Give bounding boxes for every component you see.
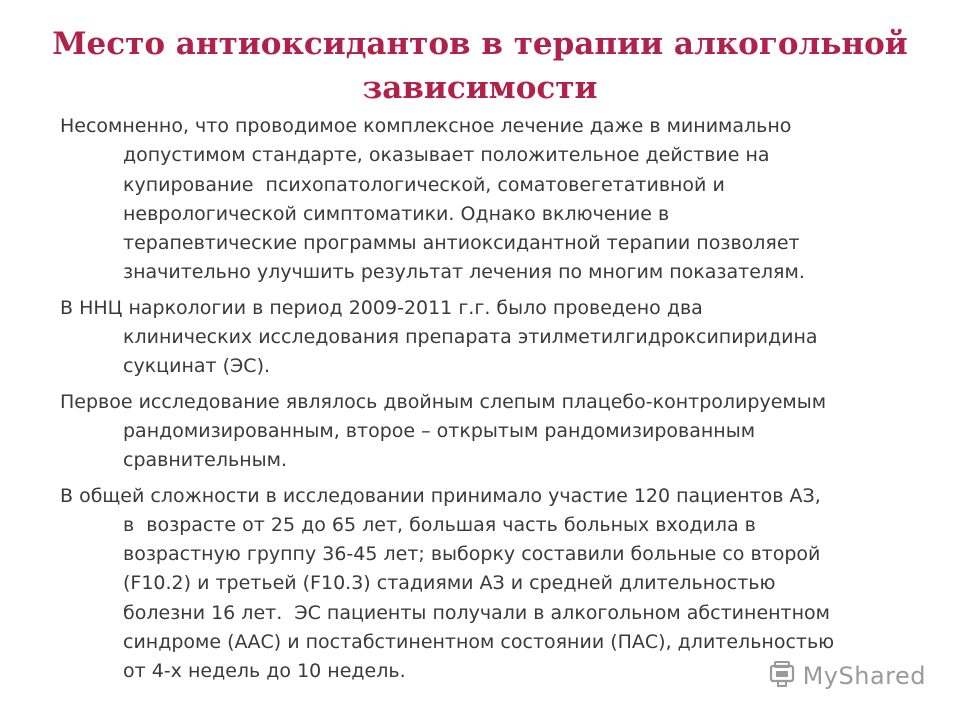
paragraph-line: рандомизированным, второе – открытым рандомизированным xyxy=(123,419,756,442)
paragraph-1 xyxy=(60,112,920,288)
paragraph-line: клинических исследования препарата этилметилгидроксипиридина xyxy=(123,326,818,349)
slide-title-line-1: Место антиоксидантов в терапии алкогольной xyxy=(52,26,908,62)
paragraph-line: сукцинат (ЭС). xyxy=(123,355,271,378)
slide-title xyxy=(40,22,920,110)
paragraph-line: (F10.2) и третьей (F10.3) стадиями АЗ и средней длительностью xyxy=(123,572,776,595)
paragraph-line: купирование психопатологической, соматовегетативной и xyxy=(123,173,725,196)
myshared-watermark[interactable] xyxy=(767,658,926,694)
paragraph-line: синдроме (ААС) и постабстинентном состоянии (ПАС), длительностью xyxy=(123,631,835,654)
paragraph-line: сравнительным. xyxy=(123,449,288,472)
paragraph-line: неврологической симптоматики. Однако включение в xyxy=(123,202,670,225)
paragraph-line: в возрасте от 25 до 65 лет, большая часть больных входила в xyxy=(123,513,756,536)
paragraph-4 xyxy=(60,482,920,687)
paragraph-line: В ННЦ наркологии в период 2009-2011 г.г. было проведено два xyxy=(60,296,703,319)
paragraph-2 xyxy=(60,294,920,382)
paragraph-line: от 4-х недель до 10 недель. xyxy=(123,660,406,683)
paragraph-3 xyxy=(60,388,920,476)
paragraph-line: Несомненно, что проводимое комплексное лечение даже в минимально xyxy=(60,115,792,137)
paragraph-line: терапевтические программы антиоксидантной терапии позволяет xyxy=(123,232,800,255)
slide-body xyxy=(60,112,920,693)
myshared-logo-icon xyxy=(767,659,797,694)
paragraph-line: В общей сложности в исследовании принимало участие 120 пациентов АЗ, xyxy=(60,484,821,507)
paragraph-line: болезни 16 лет. ЭС пациенты получали в алкогольном абстинентном xyxy=(123,601,830,624)
paragraph-line: допустимом стандарте, оказывает положительное действие на xyxy=(123,144,770,167)
slide-title-line-2: зависимости xyxy=(362,70,598,106)
paragraph-line: возрастную группу 36-45 лет; выборку составили больные со второй xyxy=(123,543,821,566)
paragraph-line: Первое исследование являлось двойным слепым плацебо-контролируемым xyxy=(60,390,827,413)
myshared-logo-text: MyShared xyxy=(802,662,926,690)
paragraph-line: значительно улучшить результат лечения по многим показателям. xyxy=(123,261,805,284)
